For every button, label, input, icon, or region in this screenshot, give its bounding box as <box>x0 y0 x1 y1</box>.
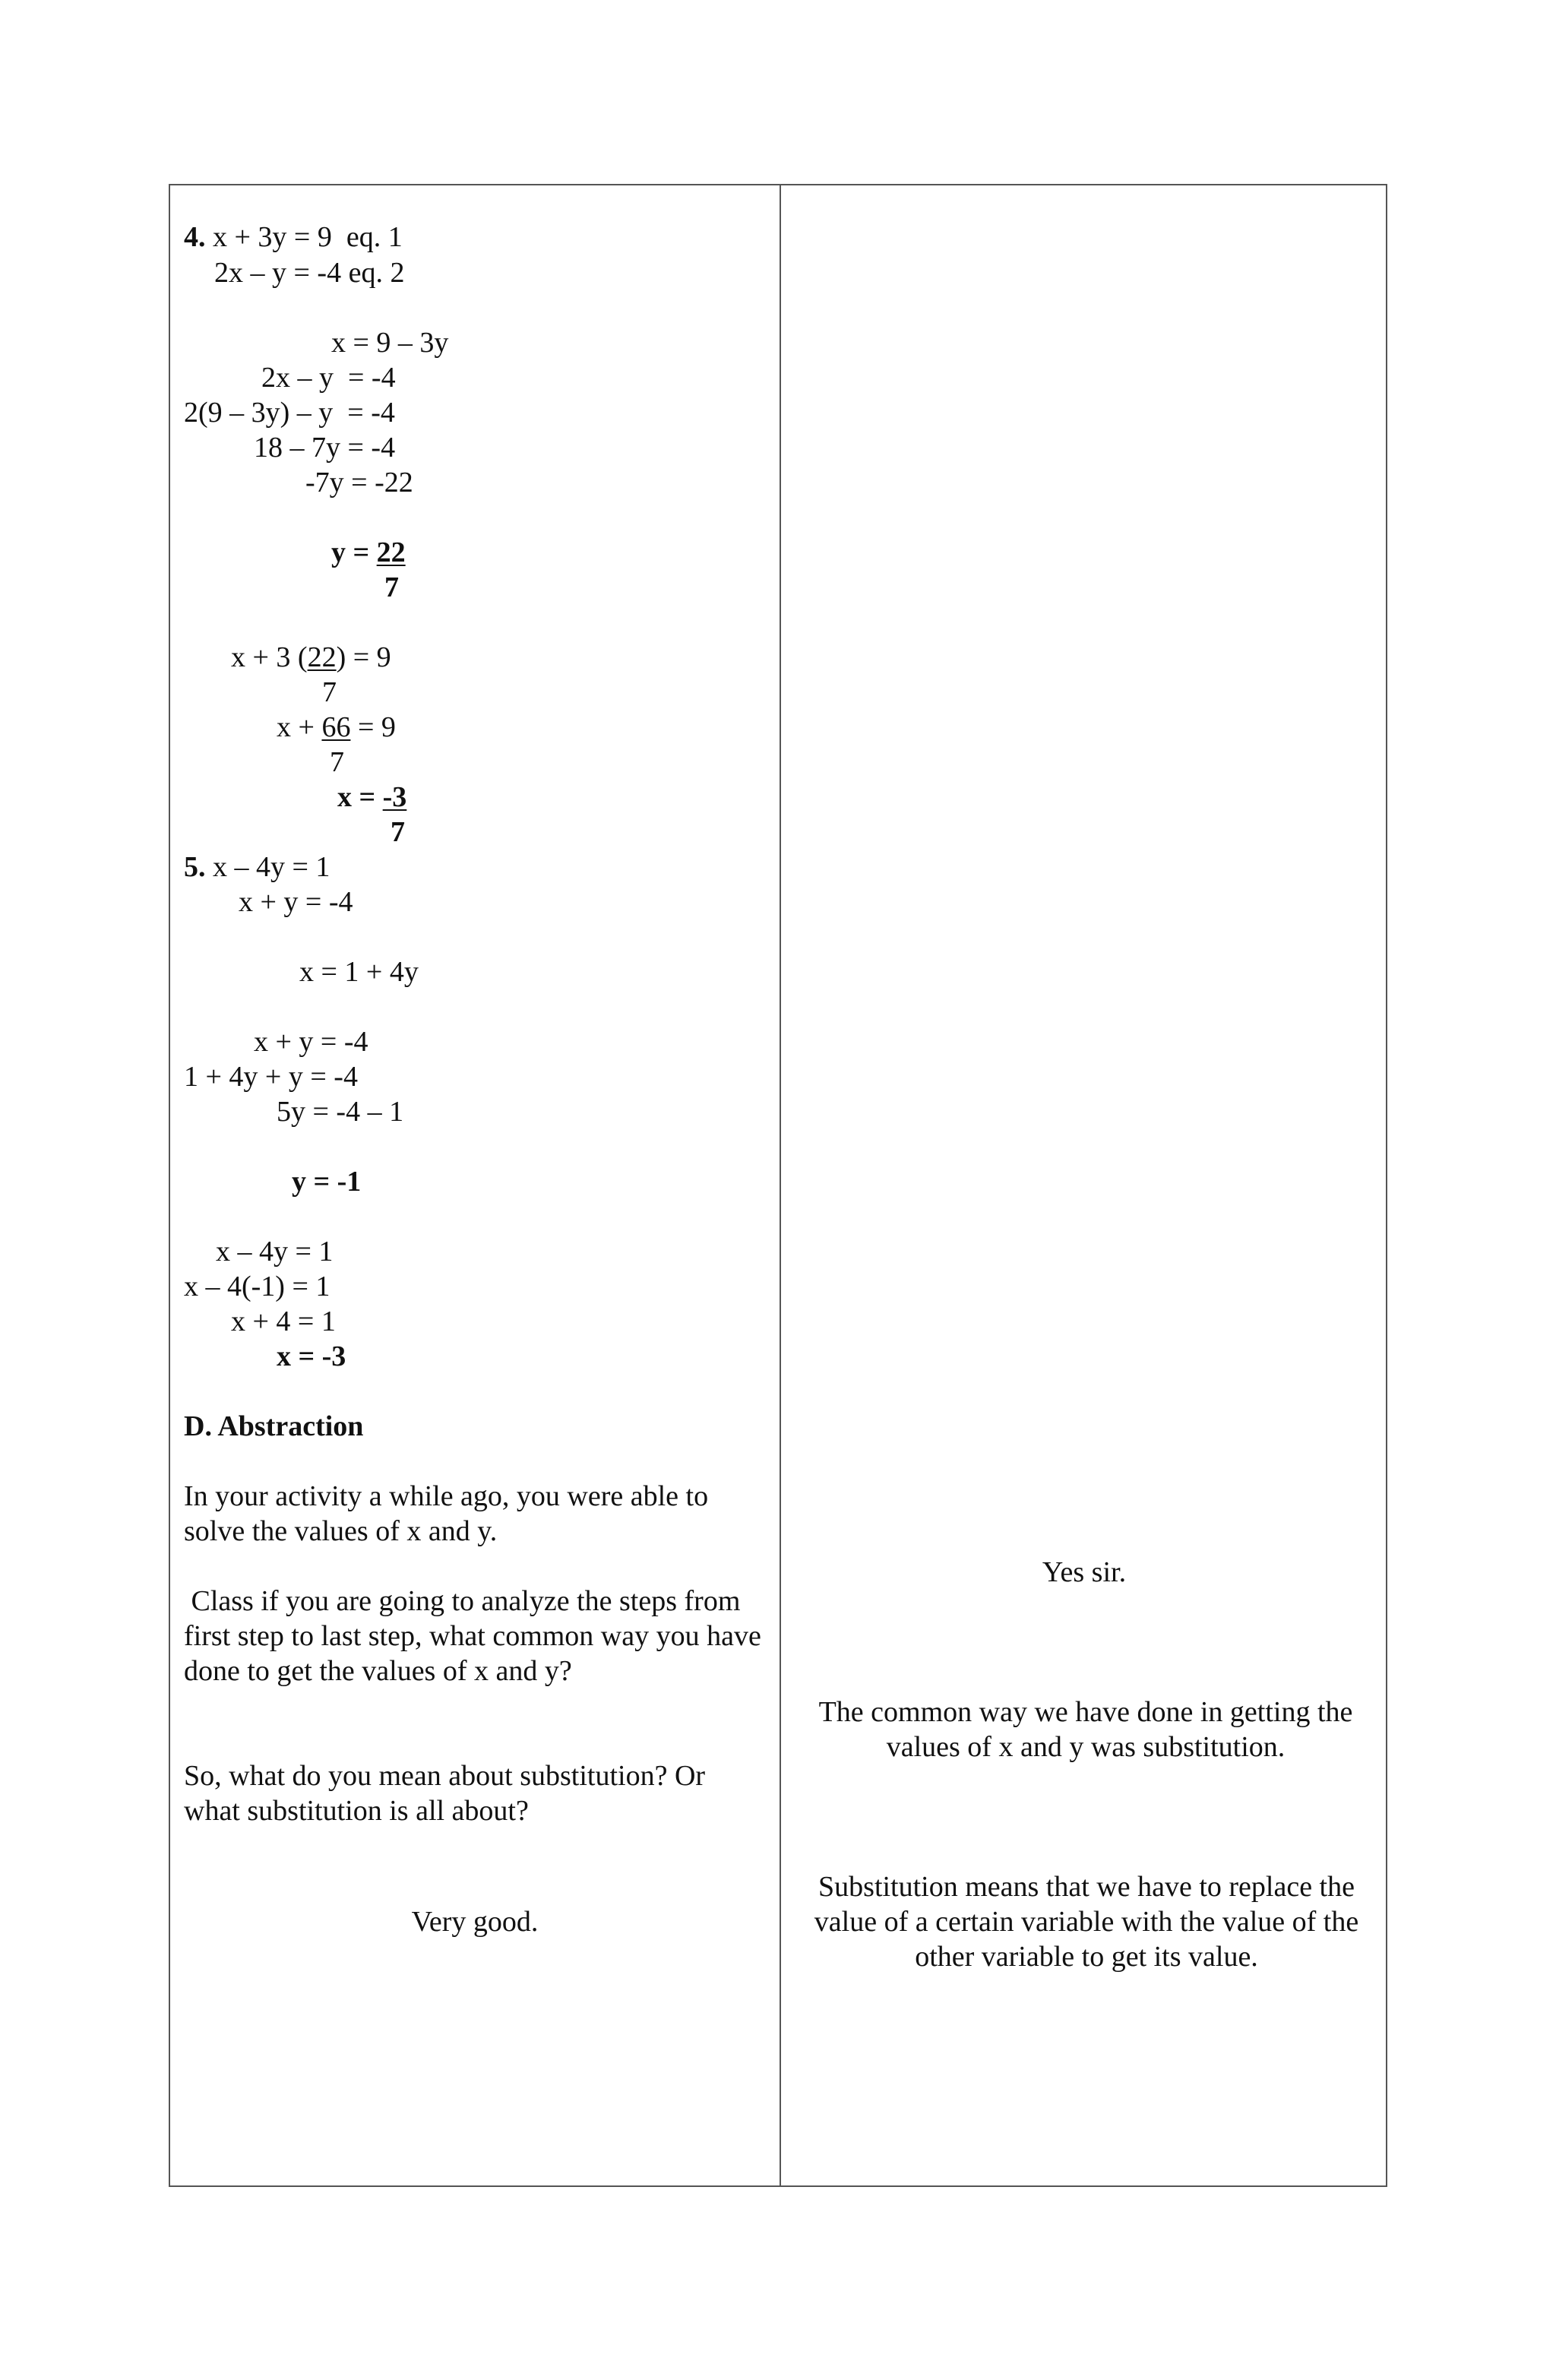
p4-x1-numerator: 22 <box>307 641 337 673</box>
p5-x-result: x = -3 <box>277 1340 346 1372</box>
problem-4-eq2: 2x – y = -4 eq. 2 <box>214 257 405 289</box>
p4-x1-suffix: ) = 9 <box>336 641 391 673</box>
p4-y-numerator: 22 <box>376 536 406 568</box>
abstraction-heading: D. Abstraction <box>184 1410 364 1442</box>
p4-x-step-2 <box>277 710 396 745</box>
p5-step-2: x + y = -4 <box>254 1026 368 1058</box>
p4-x-result <box>337 780 406 815</box>
p5-y-result: y = -1 <box>292 1166 362 1198</box>
problem-4-eq1: x + 3y = 9 eq. 1 <box>205 221 403 253</box>
p4-x2-denominator: 7 <box>330 746 344 778</box>
problem-4-line-1 <box>184 220 403 255</box>
p4-step-2: 2x – y = -4 <box>261 362 396 394</box>
lesson-table <box>169 184 1387 2187</box>
problem-4-number: 4. <box>184 221 206 253</box>
p4-x-step-1 <box>231 640 391 675</box>
p4-x2-numerator: 66 <box>321 711 351 743</box>
p5-step-1: x = 1 + 4y <box>299 956 419 988</box>
p5-step-4: 5y = -4 – 1 <box>277 1096 404 1128</box>
p4-x2-suffix: = 9 <box>350 711 396 743</box>
p4-step-5: -7y = -22 <box>305 467 413 498</box>
p5-step-7: x + 4 = 1 <box>231 1306 336 1337</box>
problem-5-number: 5. <box>184 851 206 883</box>
p4-x1-denominator: 7 <box>322 676 337 708</box>
p5-step-3: 1 + 4y + y = -4 <box>184 1061 358 1093</box>
problem-5-line-1 <box>184 850 330 885</box>
p4-x1-prefix: x + 3 ( <box>231 641 308 673</box>
abstraction-para-3: So, what do you mean about substitution? Or what substitution is all about? <box>184 1760 706 1827</box>
column-divider <box>780 185 781 2185</box>
p4-y-result <box>331 535 406 570</box>
abstraction-para-2: Class if you are going to analyze the steps from first step to last step, what common way you have done to get the values of x and y? <box>184 1585 769 1687</box>
student-response-2: The common way we have done in getting the values of x and y was substitution. <box>818 1696 1353 1763</box>
student-response-3: Substitution means that we have to replace the value of a certain variable with the value of the other variable to get its value. <box>814 1871 1359 1973</box>
p5-step-6: x – 4(-1) = 1 <box>184 1271 330 1302</box>
p4-step-1: x = 9 – 3y <box>331 327 449 359</box>
p4-x2-prefix: x + <box>277 711 322 743</box>
p4-x-denominator: 7 <box>391 816 405 848</box>
problem-5-eq1: x – 4y = 1 <box>205 851 330 883</box>
student-response-1: Yes sir. <box>1042 1556 1127 1588</box>
p4-step-4: 18 – 7y = -4 <box>254 432 396 464</box>
teacher-praise: Very good. <box>411 1906 539 1938</box>
p4-y-prefix: y = <box>331 536 377 568</box>
p5-step-5: x – 4y = 1 <box>216 1236 334 1268</box>
p4-y-denominator: 7 <box>384 571 399 603</box>
p4-x-prefix: x = <box>337 781 383 813</box>
p4-step-3: 2(9 – 3y) – y = -4 <box>184 397 395 429</box>
abstraction-para-1: In your activity a while ago, you were able to solve the values of x and y. <box>184 1480 709 1547</box>
problem-5-eq2: x + y = -4 <box>239 886 353 918</box>
p4-x-numerator: -3 <box>382 781 407 813</box>
